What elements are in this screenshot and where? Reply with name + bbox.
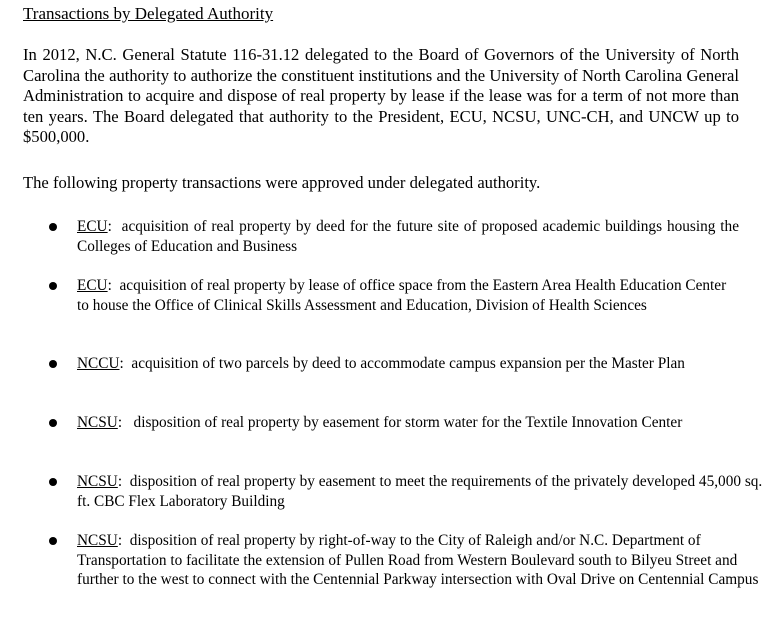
transaction-text: ECU: acquisition of real property by lease of office space from the Eastern Area Health Education Center to house the Office of Clinical Skills Assessment and Education, Division of Health Sciences [77, 277, 727, 314]
institution-label: ECU [77, 218, 108, 235]
transaction-description: acquisition of real property by lease of office space from the Eastern Area Health Education Center to house the Office of Clinical Skills Assessment and Education, Division of Health Sciences [77, 277, 727, 314]
transaction-description: disposition of real property by easement to meet the requirements of the privately developed 45,000 sq. ft. CBC Flex Laboratory Building [77, 473, 763, 510]
transaction-description: acquisition of two parcels by deed to accommodate campus expansion per the Master Plan [131, 355, 685, 372]
bullet-icon [49, 360, 57, 368]
transaction-text: NCSU: disposition of real property by easement for storm water for the Textile Innovation Center [77, 414, 683, 431]
transaction-text: NCCU: acquisition of two parcels by deed to accommodate campus expansion per the Master Plan [77, 355, 685, 372]
institution-label: ECU [77, 277, 108, 294]
lead-sentence: The following property transactions were approved under delegated authority. [23, 173, 541, 192]
section-heading: Transactions by Delegated Authority [23, 4, 274, 23]
transaction-text: NCSU: disposition of real property by right-of-way to the City of Raleigh and/or N.C. Department of Transportation to facilitate the extension of Pullen Road from Western Boulevard south to Bilyeu Street and further to the west to connect with the Centennial Parkway intersection with Oval Drive on Centennial Campus [77, 532, 759, 588]
intro-paragraph: In 2012, N.C. General Statute 116-31.12 delegated to the Board of Governors of the University of North Carolina the authority to authorize the constituent institutions and the University of North Carolina General Administration to acquire and dispose of real property by lease if the lease was for a term of not more than ten years. The Board delegated that authority to the President, ECU, NCSU, UNC-CH, and UNCW up to $500,000. [23, 45, 739, 146]
transaction-description: disposition of real property by easement for storm water for the Textile Innovation Center [133, 414, 683, 431]
institution-label: NCSU [77, 532, 118, 549]
bullet-icon [49, 223, 57, 231]
bullet-icon [49, 282, 57, 290]
bullet-icon [49, 419, 57, 427]
transaction-description: disposition of real property by right-of-way to the City of Raleigh and/or N.C. Department of Transportation to facilitate the extension of Pullen Road from Western Boulevard south to Bilyeu Street and further to the west to connect with the Centennial Parkway intersection with Oval Drive on Centennial Campus [77, 532, 759, 588]
transaction-text: NCSU: disposition of real property by easement to meet the requirements of the privately developed 45,000 sq. ft. CBC Flex Laboratory Building [77, 473, 763, 510]
bullet-icon [49, 478, 57, 486]
bullet-icon [49, 537, 57, 545]
transaction-description: acquisition of real property by deed for the future site of proposed academic buildings housing the Colleges of Education and Business [77, 218, 739, 255]
institution-label: NCSU [77, 414, 118, 431]
transaction-text: ECU: acquisition of real property by deed for the future site of proposed academic buildings housing the Colleges of Education and Business [77, 218, 739, 255]
institution-label: NCCU [77, 355, 120, 372]
institution-label: NCSU [77, 473, 118, 490]
